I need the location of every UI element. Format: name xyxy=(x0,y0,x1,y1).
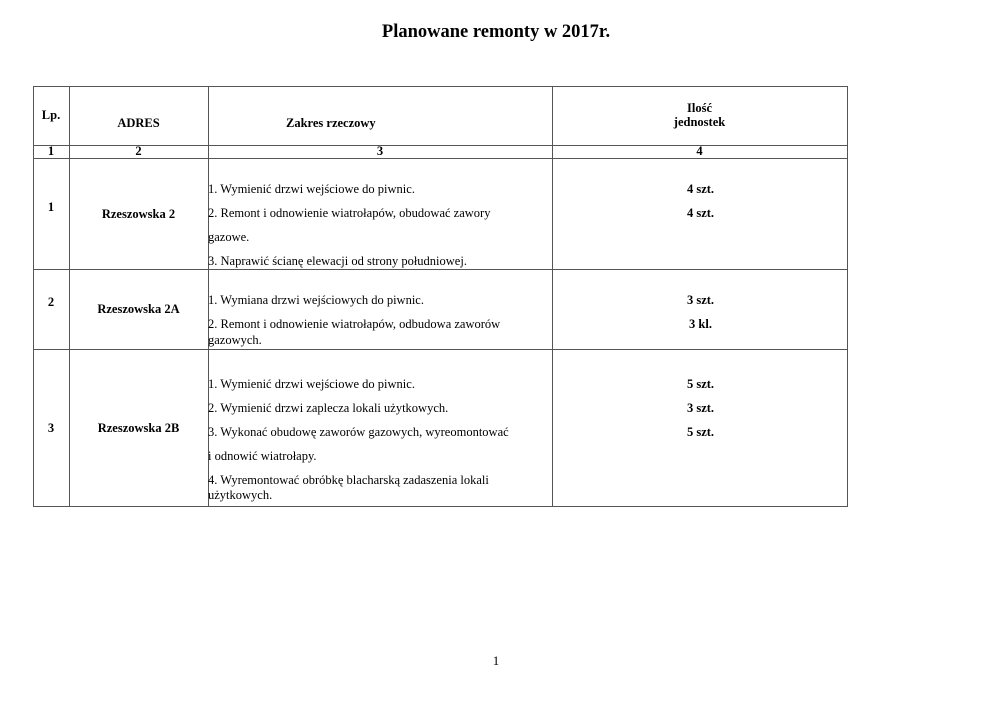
row-1-lp: 1 xyxy=(47,200,55,214)
header-adres: ADRES xyxy=(117,116,160,130)
row-1-task-2: 2. Remont i odnowienie wiatrołapów, obudować zawory xyxy=(208,206,491,220)
colnum-3: 3 xyxy=(376,144,384,158)
table-border-top xyxy=(33,86,848,87)
row-2-task-2-cont: gazowych. xyxy=(208,333,262,347)
row-3-task-3-cont: i odnowić wiatrołapy. xyxy=(208,449,317,463)
row-3-adres: Rzeszowska 2B xyxy=(97,421,180,435)
row-1-task-2-cont: gazowe. xyxy=(208,230,250,244)
row-2-qty-2: 3 kl. xyxy=(689,317,712,331)
colnum-1: 1 xyxy=(47,144,55,158)
row-3-task-4: 4. Wyremontować obróbkę blacharską zadaszenia lokali xyxy=(208,473,489,487)
table-border-bottom xyxy=(33,506,848,507)
row-3-task-2: 2. Wymienić drzwi zaplecza lokali użytkowych. xyxy=(208,401,449,415)
header-zakres: Zakres rzeczowy xyxy=(286,116,376,130)
colnum-4: 4 xyxy=(696,144,703,158)
header-ilosc-line1: Ilość xyxy=(687,101,712,115)
row-2-task-2: 2. Remont i odnowienie wiatrołapów, odbudowa zaworów xyxy=(208,317,501,331)
row-1-qty-2: 4 szt. xyxy=(686,206,715,220)
row-1-task-1: 1. Wymienić drzwi wejściowe do piwnic. xyxy=(208,182,415,196)
row-divider-1 xyxy=(33,269,848,270)
colnum-2: 2 xyxy=(135,144,142,158)
row-1-qty-1: 4 szt. xyxy=(686,182,715,196)
row-2-lp: 2 xyxy=(47,295,55,309)
row-divider-2 xyxy=(33,349,848,350)
row-3-qty-3: 5 szt. xyxy=(686,425,715,439)
row-3-task-4-cont: użytkowych. xyxy=(208,488,273,502)
row-3-task-1: 1. Wymienić drzwi wejściowe do piwnic. xyxy=(208,377,415,391)
row-3-lp: 3 xyxy=(47,421,55,435)
row-1-adres: Rzeszowska 2 xyxy=(101,207,176,221)
header-ilosc-line2: jednostek xyxy=(673,115,726,129)
row-2-adres: Rzeszowska 2A xyxy=(97,302,180,316)
row-2-qty-1: 3 szt. xyxy=(686,293,715,307)
row-3-qty-1: 5 szt. xyxy=(686,377,715,391)
document-title: Planowane remonty w 2017r. xyxy=(381,22,611,42)
row-2-task-1: 1. Wymiana drzwi wejściowych do piwnic. xyxy=(208,293,424,307)
page-number: 1 xyxy=(492,653,500,668)
header-lp: Lp. xyxy=(41,108,61,122)
row-3-task-3: 3. Wykonać obudowę zaworów gazowych, wyreomontować xyxy=(208,425,509,439)
row-1-task-3: 3. Naprawić ścianę elewacji od strony południowej. xyxy=(208,254,467,268)
row-3-qty-2: 3 szt. xyxy=(686,401,715,415)
